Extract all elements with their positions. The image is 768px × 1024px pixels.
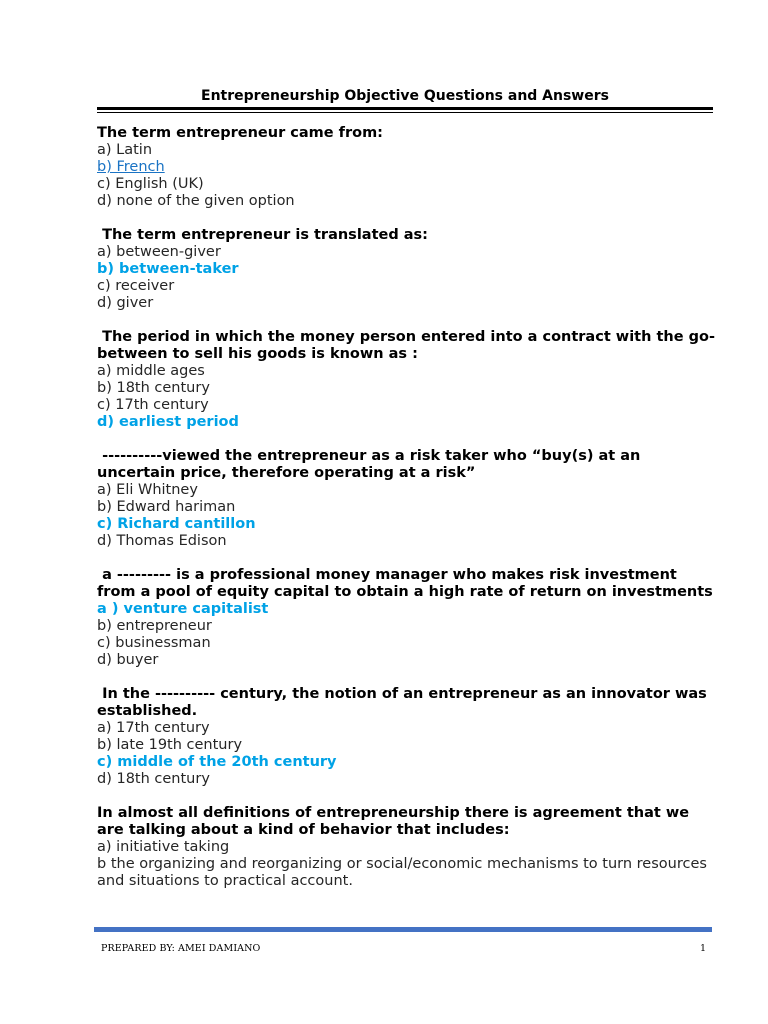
correct-answer-option: b) between-taker [97, 261, 239, 277]
question-text: The term entrepreneur came from: [97, 125, 383, 141]
answer-option: a) 17th century [97, 720, 210, 736]
answer-option: d) none of the given option [97, 193, 295, 209]
answer-option: a) initiative taking [97, 839, 230, 855]
question-block [97, 329, 717, 431]
footer-rule [94, 927, 712, 932]
answer-option: b the organizing and reorganizing or social/economic mechanisms to turn resources and situations to practical account. [97, 856, 707, 889]
question-text: The term entrepreneur is translated as: [97, 227, 428, 243]
correct-answer-option: c) Richard cantillon [97, 516, 256, 532]
answer-option: b) entrepreneur [97, 618, 212, 634]
question-block [97, 567, 717, 669]
correct-answer-option: a ) venture capitalist [97, 601, 269, 617]
answer-option: d) 18th century [97, 771, 210, 787]
question-text: ----------viewed the entrepreneur as a risk taker who “buy(s) at an uncertain price, therefore operating at a risk” [97, 448, 646, 481]
question-list [97, 125, 717, 890]
answer-option: a) middle ages [97, 363, 205, 379]
answer-option: c) English (UK) [97, 176, 204, 192]
question-text: The period in which the money person entered into a contract with the go-between to sell his goods is known as : [97, 329, 715, 362]
question-text: In the ---------- century, the notion of an entrepreneur as an innovator was established. [97, 686, 712, 719]
answer-option: a) between-giver [97, 244, 221, 260]
answer-option: b) Edward hariman [97, 499, 236, 515]
answer-option: d) buyer [97, 652, 159, 668]
title-rule-thin [97, 112, 713, 113]
question-text: In almost all definitions of entrepreneurship there is agreement that we are talking about a kind of behavior that includes: [97, 805, 695, 838]
correct-answer-option: d) earliest period [97, 414, 239, 430]
question-block [97, 805, 717, 890]
answer-option: d) giver [97, 295, 154, 311]
answer-option: c) businessman [97, 635, 211, 651]
question-block [97, 227, 717, 312]
correct-answer-option[interactable]: b) French [97, 159, 165, 175]
answer-option: a) Latin [97, 142, 153, 158]
answer-option: b) 18th century [97, 380, 210, 396]
title-double-rule [97, 107, 713, 113]
question-block [97, 125, 717, 210]
question-text: a --------- is a professional money manager who makes risk investment from a pool of equity capital to obtain a high rate of return on investments [97, 567, 713, 600]
answer-option: d) Thomas Edison [97, 533, 227, 549]
answer-option: c) receiver [97, 278, 175, 294]
title-rule-thick [97, 107, 713, 110]
correct-answer-option: c) middle of the 20th century [97, 754, 337, 770]
footer-page-number: 1 [700, 943, 707, 954]
document-title: Entrepreneurship Objective Questions and Answers [201, 88, 609, 104]
footer-prepared-by: PREPARED BY: AMEI DAMIANO [101, 943, 261, 954]
answer-option: b) late 19th century [97, 737, 243, 753]
answer-option: a) Eli Whitney [97, 482, 198, 498]
question-block [97, 686, 717, 788]
page-body [97, 86, 717, 907]
question-block [97, 448, 717, 550]
answer-option: c) 17th century [97, 397, 209, 413]
